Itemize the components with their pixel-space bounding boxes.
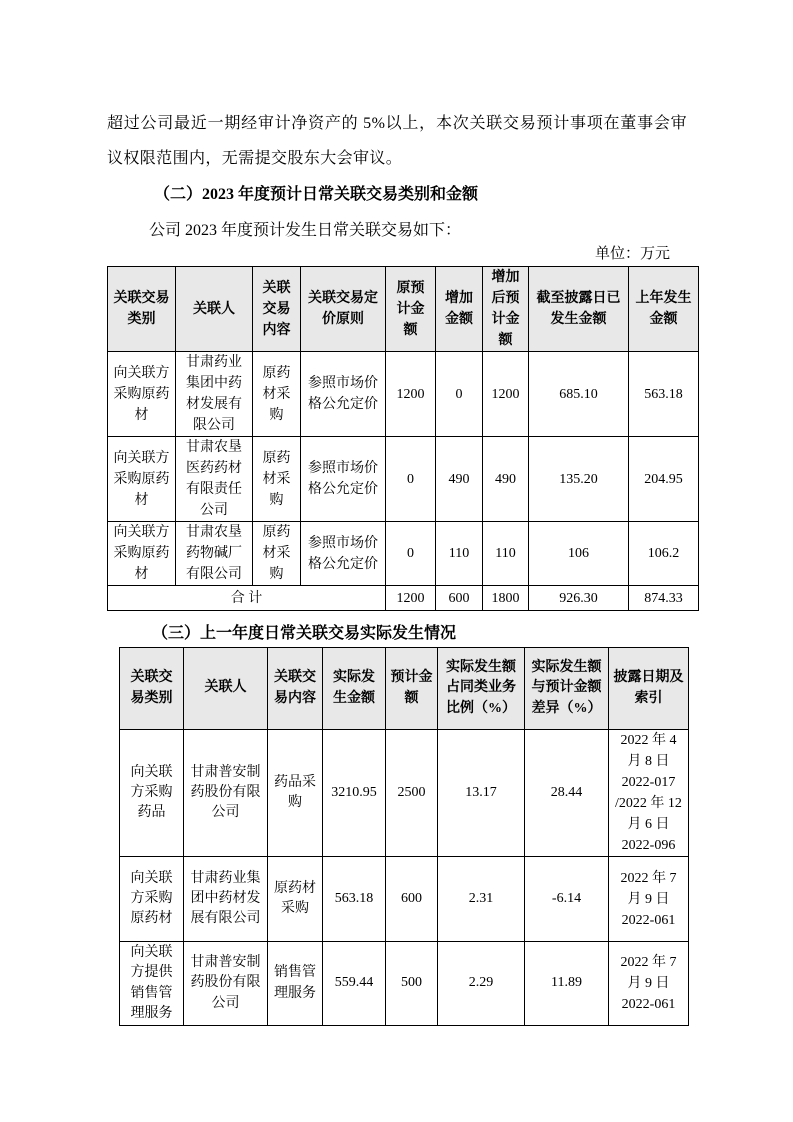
cell-content: 原药材采购 (253, 522, 301, 586)
header-party: 关联人 (176, 267, 253, 352)
forecast-transactions-table (107, 266, 699, 611)
cell-ratio-pct: 13.17 (438, 730, 525, 857)
section-3-heading: （三）上一年度日常关联交易实际发生情况 (152, 625, 457, 642)
cell-category: 向关联方采购药品 (120, 730, 184, 857)
cell-pricing: 参照市场价格公允定价 (301, 352, 386, 437)
header-content: 关联交易内容 (253, 267, 301, 352)
table-row (108, 522, 699, 586)
table-row (108, 352, 699, 437)
cell-category: 向关联方采购原药材 (108, 522, 176, 586)
cell-ratio-pct: 2.29 (438, 942, 525, 1026)
cell-pricing: 参照市场价格公允定价 (301, 522, 386, 586)
cell-increase-amount: 490 (436, 437, 483, 522)
header-category: 关联交易类别 (108, 267, 176, 352)
cell-ratio-pct: 2.31 (438, 857, 525, 942)
cell-increase-amount: 0 (436, 352, 483, 437)
unit-label: 单位：万元 (594, 246, 670, 262)
cell-category: 向关联方采购原药材 (108, 437, 176, 522)
total-after-increase-amount: 1800 (483, 586, 529, 611)
cell-last-year-amount: 204.95 (629, 437, 699, 522)
cell-category: 向关联方采购原药材 (108, 352, 176, 437)
actual-transactions-table (119, 647, 689, 1026)
cell-diff-pct: 11.89 (525, 942, 609, 1026)
cell-last-year-amount: 563.18 (629, 352, 699, 437)
lead-paragraph: 超过公司最近一期经审计净资产的 5%以上，本次关联交易预计事项在董事会审议权限范围内，无需提交股东大会审议。 (107, 115, 687, 167)
cell-category: 向关联方提供销售管理服务 (120, 942, 184, 1026)
header-category: 关联交易类别 (120, 648, 184, 730)
cell-party: 甘肃普安制药股份有限公司 (184, 730, 268, 857)
header-incurred-to-date: 截至披露日已发生金额 (529, 267, 629, 352)
cell-incurred-to-date: 135.20 (529, 437, 629, 522)
header-content: 关联交易内容 (268, 648, 323, 730)
total-original-amount: 1200 (386, 586, 436, 611)
cell-incurred-to-date: 685.10 (529, 352, 629, 437)
cell-content: 原药材采购 (268, 857, 323, 942)
cell-content: 药品采购 (268, 730, 323, 857)
cell-content: 销售管理服务 (268, 942, 323, 1026)
header-last-year-amount: 上年发生金额 (629, 267, 699, 352)
cell-actual-amount: 559.44 (323, 942, 386, 1026)
header-party: 关联人 (184, 648, 268, 730)
cell-incurred-to-date: 106 (529, 522, 629, 586)
cell-increase-amount: 110 (436, 522, 483, 586)
cell-category: 向关联方采购原药材 (120, 857, 184, 942)
cell-content: 原药材采购 (253, 352, 301, 437)
total-label: 合 计 (108, 586, 386, 611)
header-increase-amount: 增加金额 (436, 267, 483, 352)
table-header-row (120, 648, 689, 730)
cell-actual-amount: 3210.95 (323, 730, 386, 857)
cell-pricing: 参照市场价格公允定价 (301, 437, 386, 522)
table-header-row (108, 267, 699, 352)
table-row (120, 730, 689, 857)
cell-party: 甘肃药业集团中药材发展有限公司 (184, 857, 268, 942)
header-ratio-pct: 实际发生额占同类业务比例（%） (438, 648, 525, 730)
total-increase-amount: 600 (436, 586, 483, 611)
header-after-increase-amount: 增加后预计金额 (483, 267, 529, 352)
table-row (120, 942, 689, 1026)
cell-disclosure: 2022 年 7 月 9 日 2022-061 (609, 857, 689, 942)
cell-diff-pct: 28.44 (525, 730, 609, 857)
cell-party: 甘肃普安制药股份有限公司 (184, 942, 268, 1026)
cell-party: 甘肃农垦药物碱厂有限公司 (176, 522, 253, 586)
cell-original-amount: 1200 (386, 352, 436, 437)
table-row (120, 857, 689, 942)
section-2-intro: 公司 2023 年度预计发生日常关联交易如下： (149, 222, 462, 239)
cell-disclosure: 2022 年 7 月 9 日 2022-061 (609, 942, 689, 1026)
cell-after-increase-amount: 1200 (483, 352, 529, 437)
cell-expected-amount: 600 (386, 857, 438, 942)
total-last-year-amount: 874.33 (629, 586, 699, 611)
header-expected-amount: 预计金额 (386, 648, 438, 730)
total-incurred-to-date: 926.30 (529, 586, 629, 611)
table-row (108, 437, 699, 522)
header-disclosure: 披露日期及索引 (609, 648, 689, 730)
cell-content: 原药材采购 (253, 437, 301, 522)
header-pricing: 关联交易定价原则 (301, 267, 386, 352)
cell-last-year-amount: 106.2 (629, 522, 699, 586)
cell-party: 甘肃药业集团中药材发展有限公司 (176, 352, 253, 437)
header-original-amount: 原预计金额 (386, 267, 436, 352)
header-actual-amount: 实际发生金额 (323, 648, 386, 730)
table-total-row (108, 586, 699, 611)
cell-after-increase-amount: 490 (483, 437, 529, 522)
cell-after-increase-amount: 110 (483, 522, 529, 586)
cell-expected-amount: 500 (386, 942, 438, 1026)
cell-original-amount: 0 (386, 437, 436, 522)
cell-party: 甘肃农垦医药药材有限责任公司 (176, 437, 253, 522)
cell-actual-amount: 563.18 (323, 857, 386, 942)
cell-disclosure: 2022 年 4 月 8 日 2022-017 /2022 年 12 月 6 日 2022-096 (609, 730, 689, 857)
section-2-heading: （二）2023 年度预计日常关联交易类别和金额 (154, 186, 479, 203)
cell-expected-amount: 2500 (386, 730, 438, 857)
cell-original-amount: 0 (386, 522, 436, 586)
header-diff-pct: 实际发生额与预计金额差异（%） (525, 648, 609, 730)
cell-diff-pct: -6.14 (525, 857, 609, 942)
